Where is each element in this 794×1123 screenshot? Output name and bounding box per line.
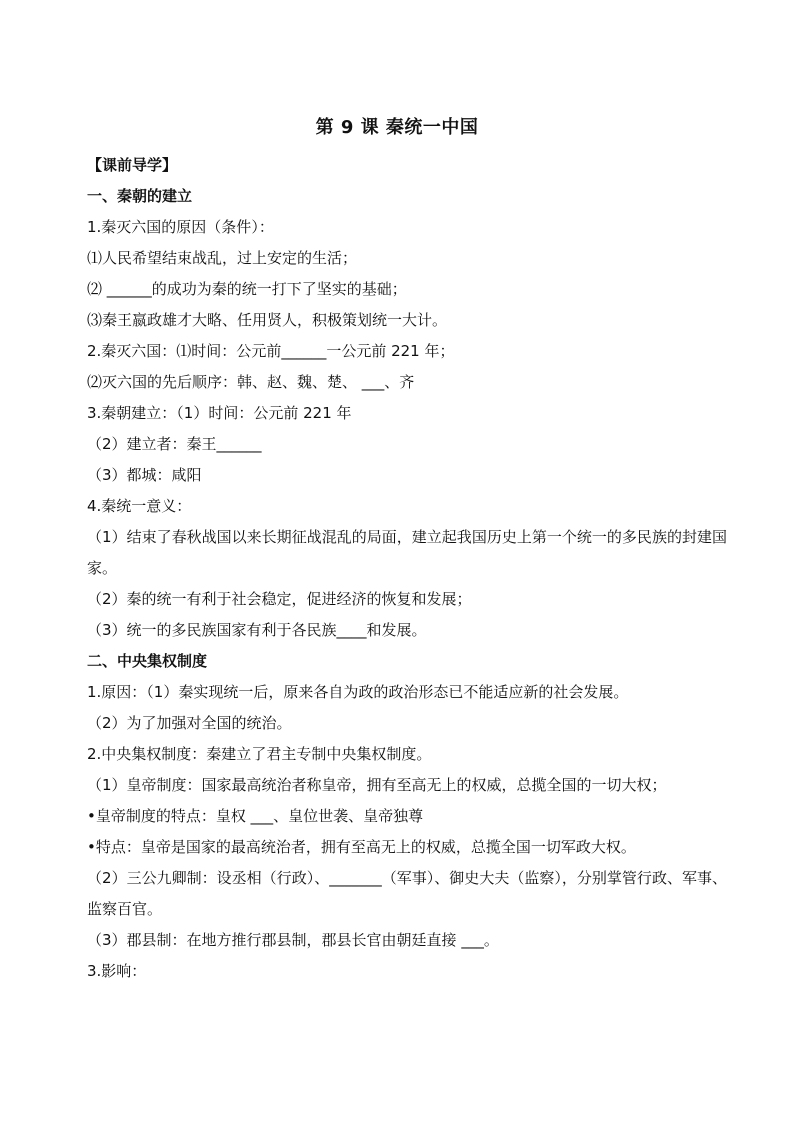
text-line: 1.秦灭六国的原因（条件）： xyxy=(87,218,274,236)
text-line: 3.秦朝建立：（1）时间：公元前 221 年 xyxy=(87,404,352,422)
text-line: •特点：皇帝是国家的最高统治者，拥有至高无上的权威，总揽全国一切军政大权。 xyxy=(87,838,636,856)
text-line: 4.秦统一意义： xyxy=(87,497,192,515)
text-line: （1）结束了春秋战国以来长期征战混乱的局面，建立起我国历史上第一个统一的多民族的封建国家。 xyxy=(87,528,727,577)
section-heading: 【课前导学】 xyxy=(87,156,178,174)
text-line: （2）三公九卿制：设丞相（行政）、_______（军事）、御史大夫（监察），分别掌管行政、军事、监察百官。 xyxy=(87,869,727,918)
section-heading: 一、秦朝的建立 xyxy=(87,187,193,205)
document-body xyxy=(87,150,727,987)
section-heading: 二、中央集权制度 xyxy=(87,652,208,670)
page-title: 第 9 课 秦统一中国 xyxy=(315,117,479,138)
text-line: （2）秦的统一有利于社会稳定，促进经济的恢复和发展； xyxy=(87,590,472,608)
text-line: （2）为了加强对全国的统治。 xyxy=(87,714,292,732)
text-line: 2.秦灭六国：⑴时间：公元前______一公元前 221 年； xyxy=(87,342,455,360)
text-line: ⑴人民希望结束战乱，过上安定的生活； xyxy=(87,249,358,267)
text-line: 3.影响： xyxy=(87,962,147,980)
text-line: ⑵ ______的成功为秦的统一打下了坚实的基础； xyxy=(87,280,407,298)
text-line: （2）建立者：秦王______ xyxy=(87,435,262,453)
text-line: •皇帝制度的特点：皇权 ___、皇位世袭、皇帝独尊 xyxy=(87,807,424,825)
text-line: （3）郡县制：在地方推行郡县制，郡县长官由朝廷直接 ___。 xyxy=(87,931,499,949)
text-line: ⑶秦王嬴政雄才大略、任用贤人，积极策划统一大计。 xyxy=(87,311,448,329)
text-line: 2.中央集权制度：秦建立了君主专制中央集权制度。 xyxy=(87,745,432,763)
text-line: 1.原因：（1）秦实现统一后，原来各自为政的政治形态已不能适应新的社会发展。 xyxy=(87,683,629,701)
text-line: （3）都城：咸阳 xyxy=(87,466,202,484)
text-line: （1）皇帝制度：国家最高统治者称皇帝，拥有至高无上的权威，总揽全国的一切大权； xyxy=(87,776,667,794)
text-line: （3）统一的多民族国家有利于各民族____和发展。 xyxy=(87,621,427,639)
text-line: ⑵灭六国的先后顺序：韩、赵、魏、楚、 ___、齐 xyxy=(87,373,415,391)
